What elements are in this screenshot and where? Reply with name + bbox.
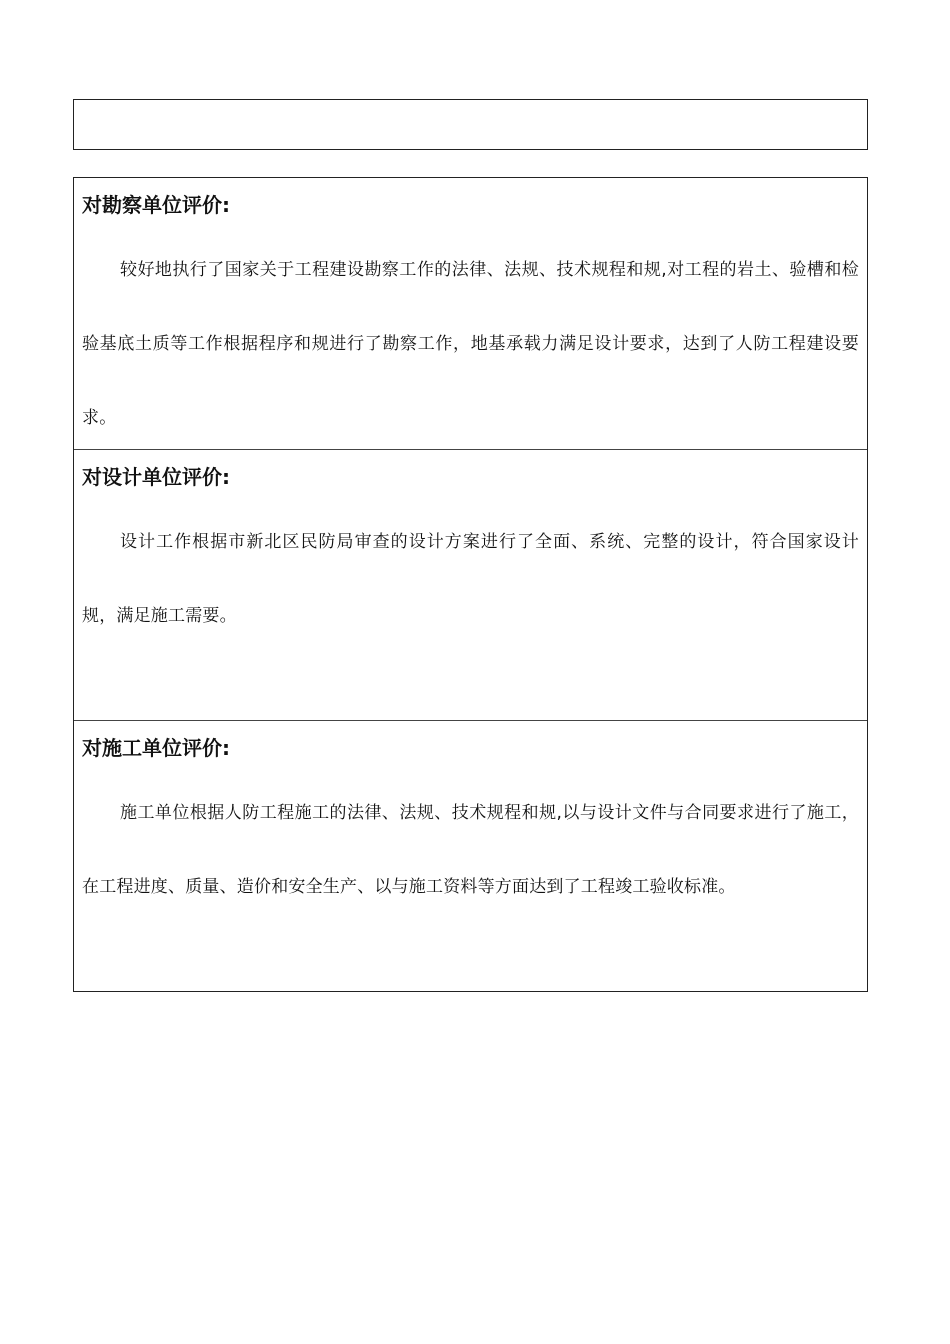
construction-unit-evaluation-text: 施工单位根据人防工程施工的法律、法规、技术规程和规,以与设计文件与合同要求进行了施工，在工程进度、质量、造价和安全生产、以与施工资料等方面达到了工程竣工验收标准。 bbox=[82, 803, 859, 897]
design-unit-evaluation bbox=[74, 449, 867, 720]
top-empty-box bbox=[73, 99, 868, 150]
survey-unit-evaluation-title: 对勘察单位评价: bbox=[82, 193, 230, 217]
construction-unit-evaluation-title: 对施工单位评价: bbox=[82, 736, 230, 760]
evaluation-table bbox=[73, 177, 868, 992]
survey-unit-evaluation bbox=[74, 178, 867, 449]
construction-unit-evaluation bbox=[74, 720, 867, 991]
survey-unit-evaluation-text: 较好地执行了国家关于工程建设勘察工作的法律、法规、技术规程和规,对工程的岩土、验槽和检验基底土质等工作根据程序和规进行了勘察工作，地基承载力满足设计要求，达到了人防工程建设要求。 bbox=[82, 260, 859, 428]
design-unit-evaluation-text: 设计工作根据市新北区民防局审查的设计方案进行了全面、系统、完整的设计，符合国家设计规，满足施工需要。 bbox=[82, 532, 859, 626]
design-unit-evaluation-title: 对设计单位评价: bbox=[82, 465, 230, 489]
